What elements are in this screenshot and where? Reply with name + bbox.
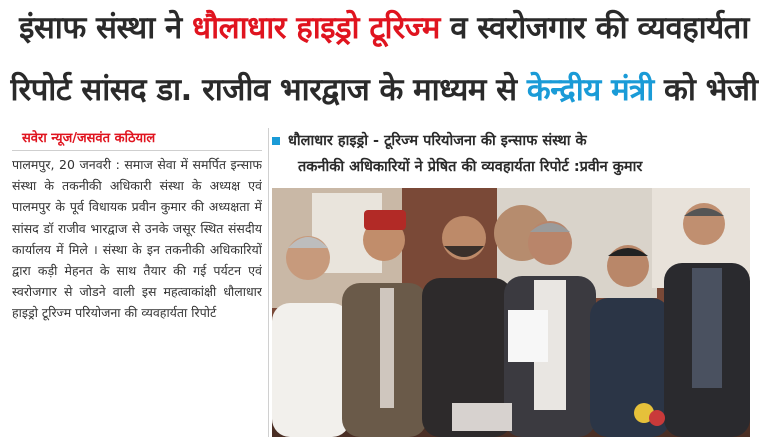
subheadline-line-1-text: धौलाधार हाइड्रो - टूरिज्म परियोजना की इन्साफ संस्था के: [288, 133, 587, 149]
headline-line-2-text-a: रिपोर्ट सांसद डा. राजीव भारद्वाज के माध्यम से: [10, 72, 527, 108]
headline-line-1-text-b: व स्वरोजगार की व्यवहार्यता: [439, 10, 749, 46]
subheadline-line-1: [272, 128, 762, 154]
headline-line-2: [0, 68, 768, 112]
headline-line-2-highlight: केन्द्रीय मंत्री: [526, 72, 654, 108]
table-items: [452, 403, 512, 431]
news-photo: [272, 188, 750, 437]
subheadline-line-2: तकनीकी अधिकारियों ने प्रेषित की व्यवहार्यता रिपोर्ट :प्रवीन कुमार: [298, 159, 643, 175]
headline-line-1-text-a: इंसाफ संस्था ने: [19, 10, 193, 46]
group-photo-illustration: [272, 188, 750, 437]
bullet-icon: [272, 137, 280, 145]
headline-line-1: [0, 6, 768, 50]
column-divider: [268, 128, 269, 437]
report-document: [508, 310, 548, 362]
subheadline: [272, 128, 762, 180]
headline-line-2-text-b: को भेजी: [653, 72, 758, 108]
byline-divider: [12, 150, 262, 151]
article-body: पालमपुर, 20 जनवरी : समाज सेवा में समर्पित इन्साफ संस्था के तकनीकी अधिकारी संस्था के अध्यक्ष एवं पालमपुर के पूर्व विधायक प्रवीन कुमार की अध्यक्षता में सांसद डॉ राजीव भारद्वाज से उनके जसूर स्थित संसदीय कार्यालय में मिले । संस्था के इन तकनीकी अधिकारियों द्वारा कड़ी मेहनत के साथ तैयार की गई पर्यटन एवं स्वरोजगार से जोडने वाली इस महत्वाकांक्षी धौलाधार हाइड्रो टूरिज्म परियोजना की व्यवहार्यता रिपोर्ट: [12, 157, 262, 321]
byline: सवेरा न्यूज/जसवंत कठियाल: [22, 131, 156, 146]
headline-line-1-highlight: धौलाधार हाइड्रो टूरिज्म: [192, 10, 440, 46]
flower-bouquet-accent: [649, 410, 665, 426]
